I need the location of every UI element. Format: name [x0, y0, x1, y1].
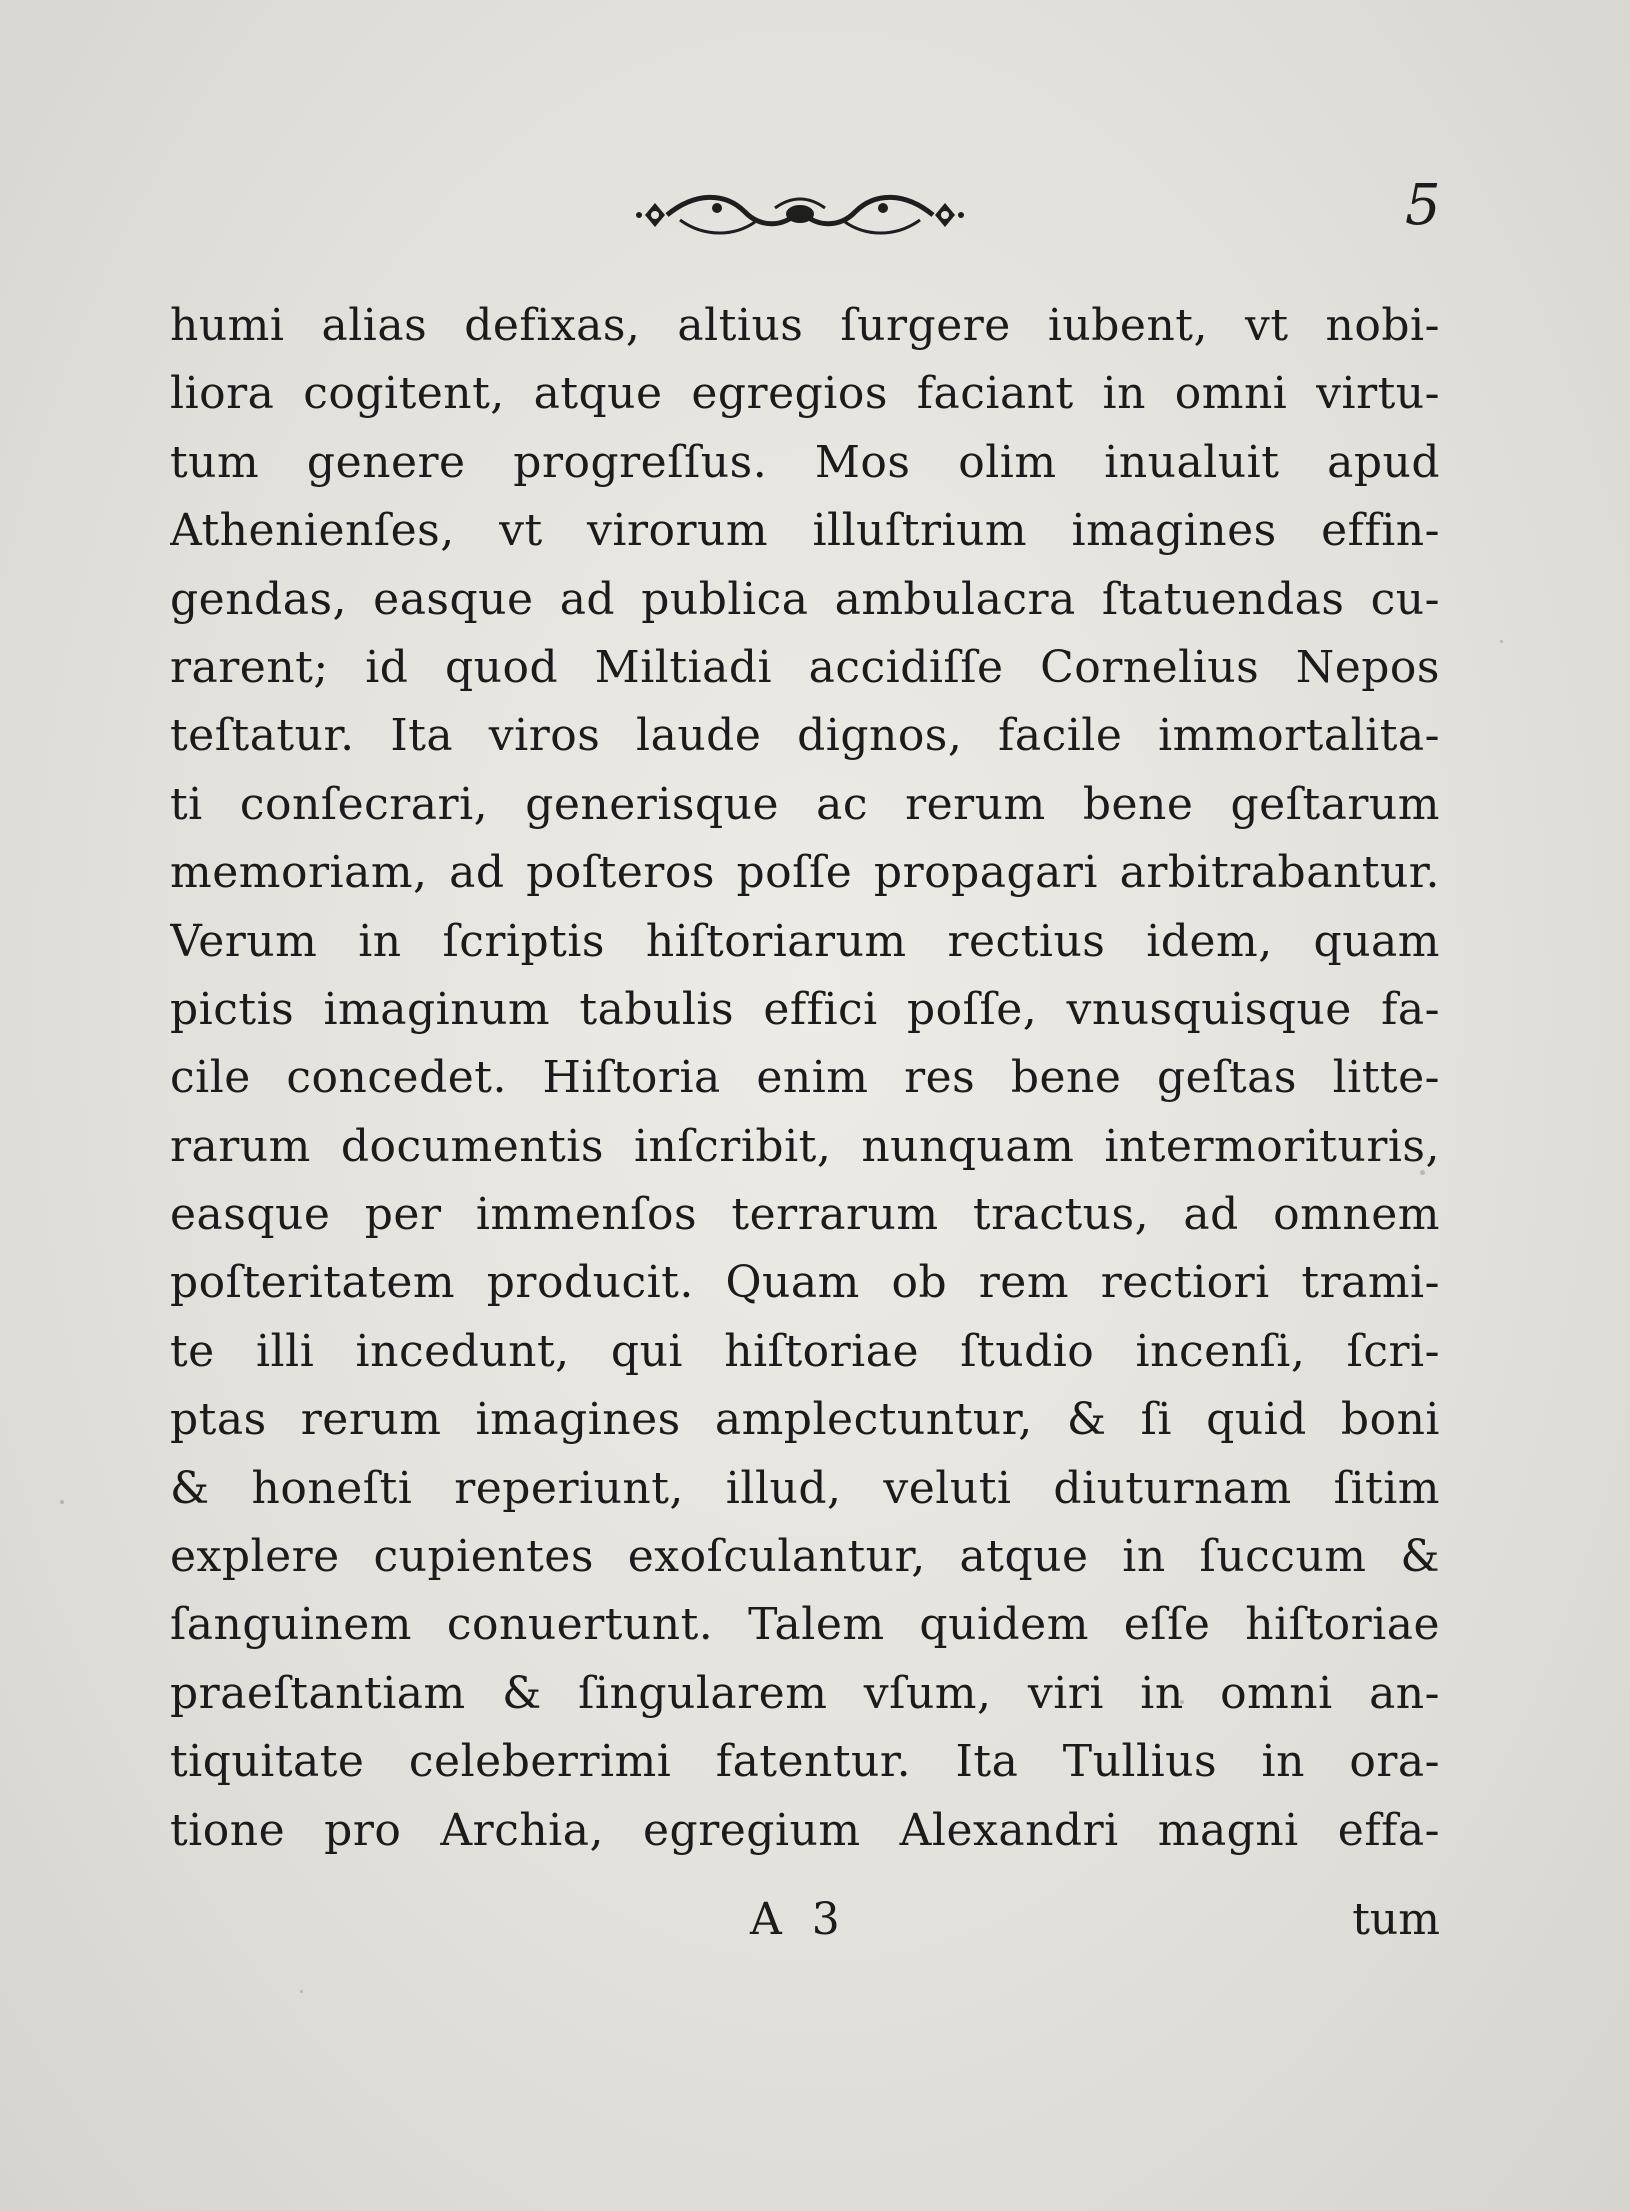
text-line: ti conſecrari, generisque ac rerum bene geſtarum — [170, 778, 1440, 830]
text-line: memoriam, ad poſteros poſſe propagari arbitrabantur. — [170, 847, 1440, 899]
text-line: humi alias defixas, altius ſurgere iubent, vt nobi- — [170, 300, 1440, 351]
decorative-headpiece-ornament — [625, 180, 975, 250]
paper-speck — [300, 1990, 303, 1993]
text-line: liora cogitent, atque egregios faciant in omni virtu- — [170, 368, 1440, 420]
text-line: rarent; id quod Miltiadi accidiſſe Cornelius Nepos — [170, 641, 1440, 693]
text-line: pictis imaginum tabulis effici poſſe, vnusquisque fa- — [170, 983, 1440, 1035]
body-text — [170, 292, 1440, 1865]
text-line: teſtatur. Ita viros laude dignos, facile immortalita- — [170, 710, 1440, 762]
text-line: ſanguinem conuertunt. Talem quidem eſſe hiſtoriae — [170, 1599, 1440, 1651]
text-line: Athenienſes, vt virorum illuſtrium imagines effin- — [170, 505, 1440, 557]
text-line: easque per immenſos terrarum tractus, ad omnem — [170, 1189, 1440, 1241]
text-line: tiquitate celeberrimi fatentur. Ita Tullius in ora- — [170, 1736, 1440, 1788]
page-footer — [170, 1880, 1440, 1960]
signature-mark: A 3 — [750, 1894, 848, 1945]
text-line: ptas rerum imagines amplectuntur, & ſi quid boni — [170, 1394, 1440, 1446]
text-line: explere cupientes exoſculantur, atque in ſuccum & — [170, 1531, 1440, 1583]
page-number: 5 — [1405, 173, 1441, 238]
text-line: gendas, easque ad publica ambulacra ſtatuendas cu- — [170, 573, 1440, 625]
text-line: rarum documentis inſcribit, nunquam intermorituris, — [170, 1120, 1440, 1172]
text-line: tione pro Archia, egregium Alexandri magni effa- — [170, 1804, 1440, 1856]
paper-speck — [1500, 640, 1503, 643]
text-line: praeſtantiam & ſingularem vſum, viri in omni an- — [170, 1667, 1440, 1719]
text-line: te illi incedunt, qui hiſtoriae ſtudio incenſi, ſcri- — [170, 1325, 1440, 1377]
paper-speck — [60, 1500, 64, 1504]
text-line: poſteritatem producit. Quam ob rem rectiori trami- — [170, 1257, 1440, 1309]
text-line: & honeſti reperiunt, illud, veluti diuturnam ſitim — [170, 1462, 1440, 1514]
catchword: tum — [1352, 1894, 1440, 1945]
text-line: tum genere progreſſus. Mos olim inualuit apud — [170, 436, 1440, 488]
text-line: cile concedet. Hiſtoria enim res bene geſtas litte- — [170, 1052, 1440, 1104]
text-line: Verum in ſcriptis hiſtoriarum rectius idem, quam — [170, 915, 1440, 967]
